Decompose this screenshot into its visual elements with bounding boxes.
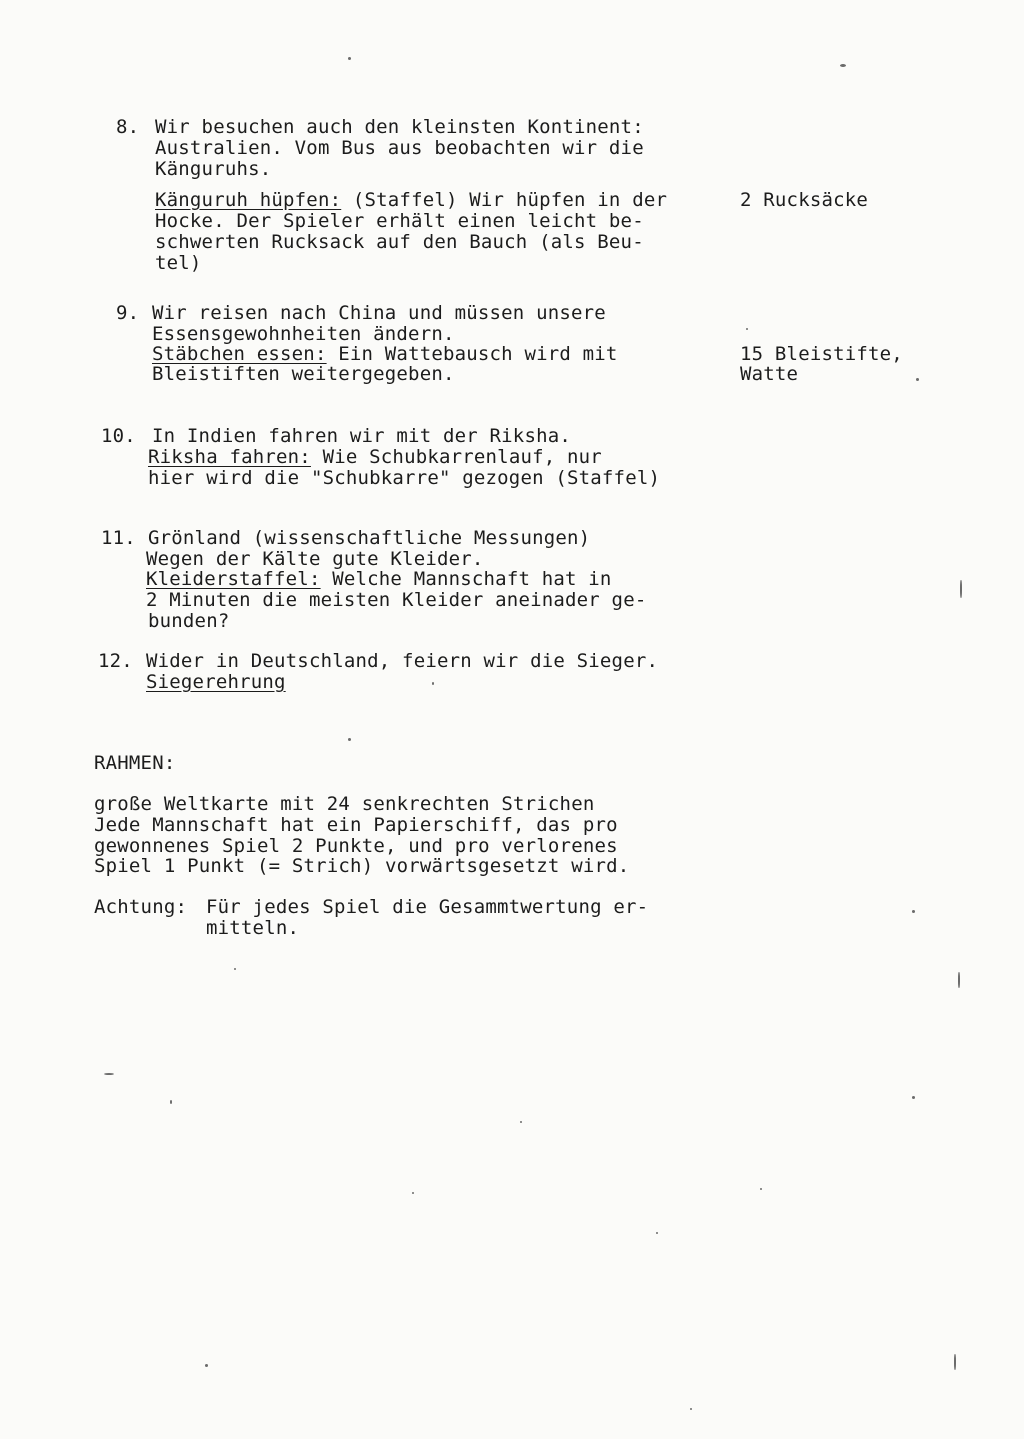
- scan-speck: [958, 972, 960, 988]
- item-8-intro-line-1: Wir besuchen auch den kleinsten Kontinent:: [155, 116, 644, 138]
- item-12-game: [146, 672, 286, 693]
- scan-speck: [760, 1188, 762, 1190]
- rahmen-line-1: große Weltkarte mit 24 senkrechten Strichen: [94, 793, 595, 815]
- item-11-game-line-1: Welche Mannschaft hat in: [320, 568, 612, 590]
- item-8-game-line-1: (Staffel) Wir hüpfen in der: [341, 189, 668, 211]
- item-8-intro-line-2: Australien. Vom Bus aus beobachten wir die: [155, 137, 644, 159]
- item-8-number: 8.: [116, 116, 140, 138]
- item-9-game-line-2: Bleistiften weitergegeben.: [152, 363, 455, 385]
- scan-speck: [412, 1192, 414, 1194]
- item-9-materials-line-1: 15 Bleistifte,: [740, 343, 903, 365]
- scan-speck: [916, 378, 919, 381]
- scan-speck: [170, 1100, 172, 1104]
- item-8-game-title: Känguruh hüpfen:: [155, 189, 342, 211]
- scan-speck: [840, 64, 846, 67]
- scan-speck: [656, 1232, 658, 1234]
- achtung-line-2: mitteln.: [206, 917, 300, 939]
- scan-speck: [690, 1408, 692, 1410]
- rahmen-line-4: Spiel 1 Punkt (= Strich) vorwärtsgesetzt wird.: [94, 855, 630, 877]
- scan-speck: [520, 1121, 522, 1123]
- item-10-intro-line-1: In Indien fahren wir mit der Riksha.: [152, 425, 572, 447]
- item-12-intro-line-1: Wider in Deutschland, feiern wir die Sieger.: [146, 650, 659, 672]
- item-11-game-line-3: bunden?: [148, 610, 230, 632]
- item-11-game-line-2: 2 Minuten die meisten Kleider aneinader ge-: [146, 589, 647, 611]
- item-9-number: 9.: [116, 302, 140, 324]
- item-8-game: [155, 190, 667, 211]
- item-11-intro-line-2: Wegen der Kälte gute Kleider.: [146, 548, 484, 570]
- item-9-game-title: Stäbchen essen:: [152, 343, 327, 365]
- scan-speck: [104, 1073, 114, 1075]
- item-9-intro-line-1: Wir reisen nach China und müssen unsere: [152, 302, 606, 324]
- scan-speck: [954, 1354, 956, 1370]
- scan-speck: [912, 910, 915, 913]
- item-10-game: [148, 447, 602, 468]
- item-10-game-line-1: Wie Schubkarrenlauf, nur: [310, 446, 602, 468]
- scan-speck: [348, 738, 351, 741]
- item-8-intro-line-3: Känguruhs.: [155, 158, 272, 180]
- item-9-intro-line-2: Essensgewohnheiten ändern.: [152, 323, 455, 345]
- item-9-game: [152, 344, 618, 365]
- item-11-game: [146, 569, 612, 590]
- item-11-intro-line-1: Grönland (wissenschaftliche Messungen): [148, 527, 591, 549]
- scan-speck: [432, 682, 434, 685]
- item-8-game-line-2: Hocke. Der Spieler erhält einen leicht be-: [155, 210, 644, 232]
- item-10-game-line-2: hier wird die "Schubkarre" gezogen (Staffel): [148, 467, 661, 489]
- item-12-game-title: Siegerehrung: [146, 671, 286, 693]
- item-8-materials-line-1: 2 Rucksäcke: [740, 189, 869, 211]
- achtung-line-1: Für jedes Spiel die Gesammtwertung er-: [206, 896, 649, 918]
- item-9-materials-line-2: Watte: [740, 363, 799, 385]
- rahmen-heading: RAHMEN:: [94, 752, 176, 774]
- rahmen-line-3: gewonnenes Spiel 2 Punkte, und pro verlorenes: [94, 835, 618, 857]
- scan-speck: [746, 328, 748, 330]
- item-12-number: 12.: [98, 650, 133, 672]
- item-11-game-title: Kleiderstaffel:: [146, 568, 321, 590]
- item-8-game-line-4: tel): [155, 252, 202, 274]
- item-8-game-line-3: schwerten Rucksack auf den Bauch (als Beu-: [155, 231, 644, 253]
- scan-speck: [205, 1364, 208, 1367]
- scan-speck: [960, 580, 962, 598]
- item-10-number: 10.: [101, 425, 136, 447]
- scan-speck: [348, 57, 351, 60]
- item-11-number: 11.: [101, 527, 136, 549]
- item-10-game-title: Riksha fahren:: [148, 446, 311, 468]
- item-9-game-line-1: Ein Wattebausch wird mit: [326, 343, 618, 365]
- scan-speck: [912, 1096, 915, 1099]
- rahmen-line-2: Jede Mannschaft hat ein Papierschiff, das pro: [94, 814, 618, 836]
- scan-speck: [234, 968, 236, 970]
- achtung-label: Achtung:: [94, 896, 188, 918]
